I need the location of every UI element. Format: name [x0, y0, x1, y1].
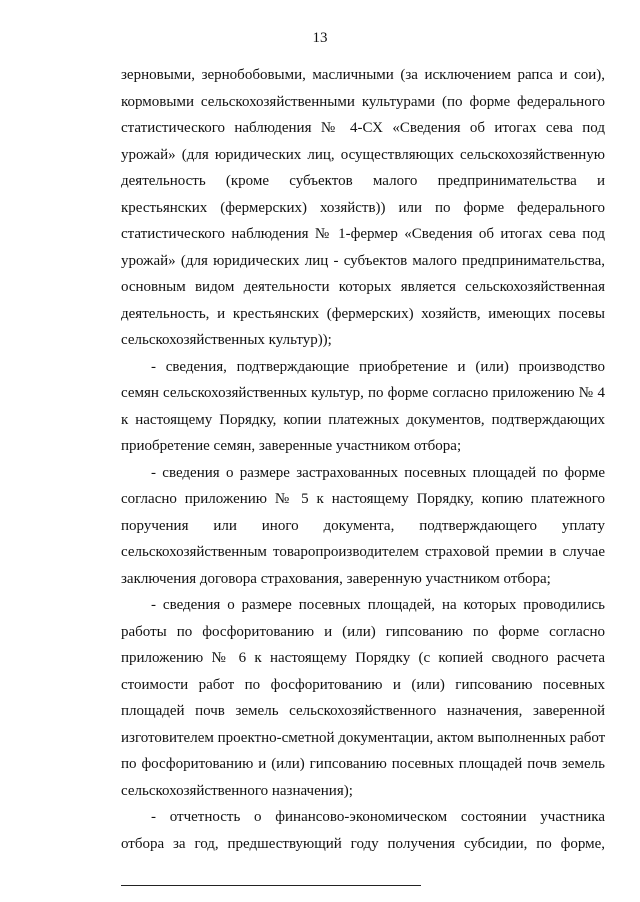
- document-body: [121, 62, 605, 857]
- page-number: 13: [312, 30, 328, 46]
- text-line: по фосфоритованию и (или) гипсованию посевных площадей почв земель: [121, 756, 605, 772]
- text-line: урожай» (для юридических лиц - субъектов малого предпринимательства,: [121, 252, 605, 269]
- text-line: отбора за год, предшествующий году получения субсидии, по форме,: [121, 835, 605, 852]
- text-line: кормовыми сельскохозяйственными культурами (по форме федерального: [121, 93, 605, 110]
- paragraph-phosphorite-areas: [121, 592, 605, 804]
- paragraph-financial-report: [121, 804, 605, 857]
- text-line: работы по фосфоритованию и (или) гипсованию по форме согласно: [121, 623, 605, 640]
- text-line: урожай» (для юридических лиц, осуществляющих сельскохозяйственную: [121, 146, 605, 163]
- text-line: площадей почв земель сельскохозяйственного назначения, заверенной: [121, 703, 605, 719]
- text-line: статистического наблюдения № 1-фермер «Сведения об итогах сева под: [121, 226, 605, 242]
- text-line: зерновыми, зернобобовыми, масличными (за исключением рапса и сои),: [121, 67, 605, 83]
- paragraph-crop-report: [121, 62, 605, 354]
- text-line: приобретение семян, заверенные участником отбора;: [121, 438, 462, 454]
- text-line: поручения или иного документа, подтверждающего уплату: [121, 517, 605, 534]
- text-line: приложению № 6 к настоящему Порядку (с копией сводного расчета: [121, 650, 605, 666]
- text-line: основным видом деятельности которых является сельскохозяйственная: [121, 279, 605, 295]
- text-line: семян сельскохозяйственных культур, по форме согласно приложению № 4: [121, 385, 605, 401]
- text-line: - сведения о размере застрахованных посевных площадей по форме: [151, 464, 605, 481]
- paragraph-seed-purchase: [121, 354, 605, 460]
- text-line: сельскохозяйственным товаропроизводителем страховой премии в случае: [121, 544, 605, 560]
- text-line: крестьянских (фермерских) хозяйств)) или по форме федерального: [121, 199, 605, 216]
- paragraph-insured-areas: [121, 460, 605, 593]
- text-line: изготовителем проектно-сметной документации, актом выполненных работ: [121, 729, 606, 746]
- text-line: согласно приложению № 5 к настоящему Порядку, копию платежного: [121, 491, 605, 507]
- text-line: - сведения, подтверждающие приобретение и (или) производство: [151, 358, 605, 375]
- text-line: стоимости работ по фосфоритованию и (или) гипсованию посевных: [121, 676, 605, 693]
- text-line: заключения договора страхования, заверенную участником отбора;: [121, 570, 551, 587]
- footnote-rule: [121, 885, 421, 886]
- text-line: - сведения о размере посевных площадей, на которых проводились: [151, 597, 605, 613]
- text-line: статистического наблюдения № 4-СХ «Сведения об итогах сева под: [121, 120, 605, 136]
- text-line: - отчетность о финансово-экономическом состоянии участника: [151, 809, 605, 825]
- text-line: сельскохозяйственного назначения);: [121, 782, 353, 799]
- text-line: деятельность, и крестьянских (фермерских) хозяйств, имеющих посевы: [121, 305, 605, 322]
- text-line: к настоящему Порядку, копии платежных документов, подтверждающих: [121, 411, 605, 428]
- text-line: сельскохозяйственных культур));: [121, 332, 332, 348]
- text-line: деятельность (кроме субъектов малого предпринимательства и: [121, 173, 605, 189]
